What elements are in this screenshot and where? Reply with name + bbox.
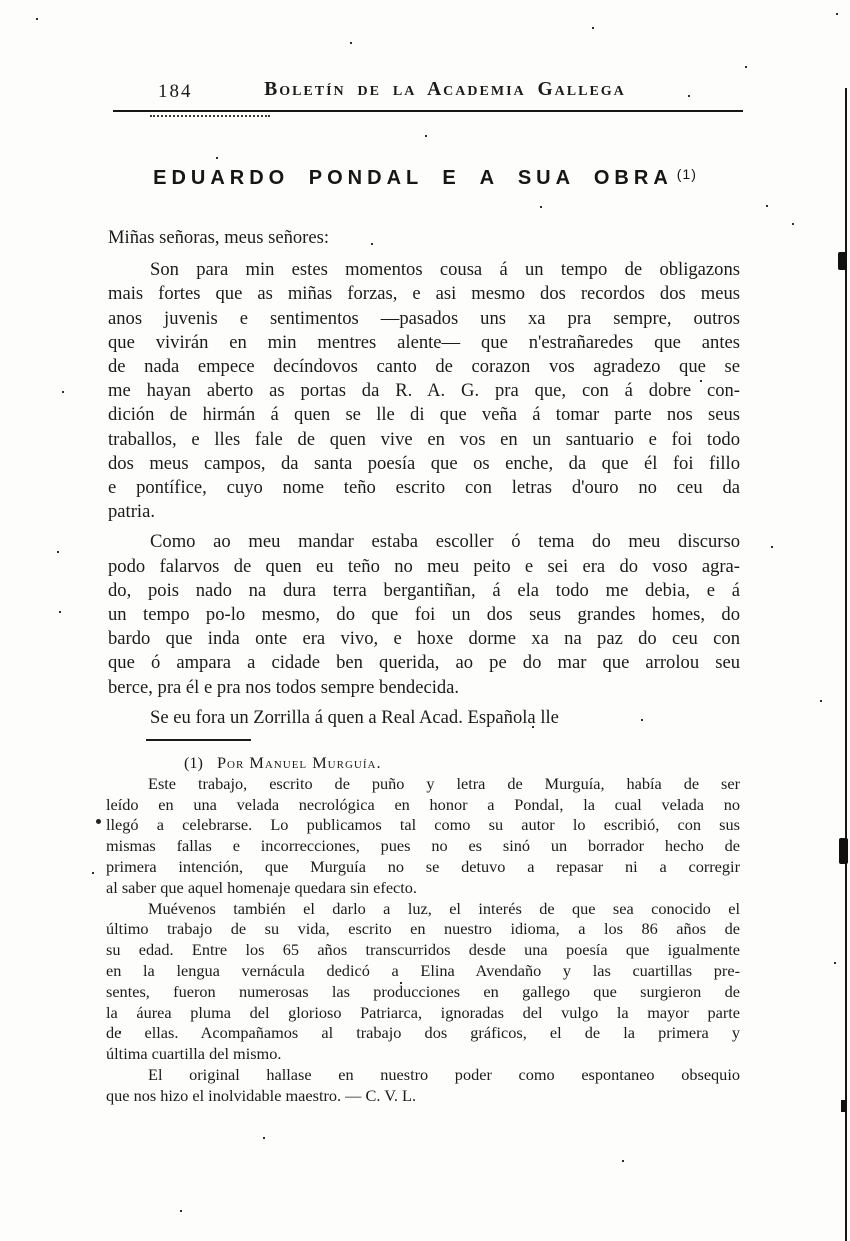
text-line: e pontífice, cuyo nome teño escrito con letras d'ouro no ceu da xyxy=(108,477,740,499)
text-line: do, pois nado na dura terra bergantiñan, á ela todo me debia, e á xyxy=(108,579,740,601)
footnote-number: (1) xyxy=(184,753,203,772)
text-line: El original hallase en nuestro poder como espontaneo obsequio xyxy=(148,1064,740,1084)
text-line: podo falarvos de quen eu teño no meu peito e sei era do voso agra- xyxy=(108,555,740,577)
text-line: en la lengua vernácula dedicó a Elina Avendaño y las cuartillas pre- xyxy=(106,960,740,980)
text-line: berce, pra él e pra nos todos sempre bendecida. xyxy=(108,676,460,698)
text-line: que nos hizo el inolvidable maestro. — C. V. L. xyxy=(106,1085,417,1105)
text-line: Como ao meu mandar estaba escoller ó tema do meu discurso xyxy=(150,531,740,553)
scan-blob-artifact xyxy=(839,838,848,864)
text-line: primera intención, que Murguía no se detuvo a repasar ni a corregir xyxy=(106,856,740,876)
text-line: último trabajo de su vida, escrito en nuestro idioma, a los 86 años de xyxy=(106,919,740,939)
scan-speckles-artifact xyxy=(0,0,2,2)
text-line: mais fortes que as miñas forzas, e asi mesmo dos recordos dos meus xyxy=(108,283,740,305)
footnote-block xyxy=(106,753,740,1107)
text-line: que vivirán en min mentres alente— que n'estrañaredes que antes xyxy=(108,331,740,353)
text-line: dición de hirmán á quen se lle di que veña á tomar parte nos seus xyxy=(108,404,740,426)
footnote-paragraph xyxy=(106,899,740,1065)
text-line: al saber que aquel homenaje quedara sin efecto. xyxy=(106,877,418,897)
article-body xyxy=(108,226,740,736)
text-line: sentes, fueron numerosas las producciones en gallego que surgieron de xyxy=(106,981,740,1001)
text-line: traballos, e lles fale de quen vive en vos en un santuario e foi todo xyxy=(108,428,740,450)
text-line: Muévenos también el darlo a luz, el interés de que sea conocido el xyxy=(148,898,740,918)
footnote-paragraph xyxy=(106,1065,740,1107)
journal-header xyxy=(150,79,740,101)
text-line: anos juvenis e sentimentos —pasados uns xa pra sempre, outros xyxy=(108,307,740,329)
text-line: de ellas. Acompañamos al trabajo dos gráficos, el de la primera y xyxy=(106,1023,740,1043)
scan-blob-artifact xyxy=(838,252,847,270)
footnote-separator-rule xyxy=(146,739,251,741)
page-number: 184 xyxy=(158,81,193,102)
text-line: última cuartilla del mismo. xyxy=(106,1044,282,1064)
paragraph xyxy=(108,530,740,699)
header-rule-dash-artifact xyxy=(150,115,270,117)
text-line: un tempo po-lo mesmo, do que foi un dos seus grandes homes, do xyxy=(108,604,740,626)
paragraph xyxy=(108,258,740,524)
text-line: llegó a celebrarse. Lo publicamos tal como su autor lo escribió, con sus xyxy=(106,815,740,835)
paragraph xyxy=(108,706,740,730)
text-line: que ó ampara a cidade ben querida, ao pe do mar que arrolou seu xyxy=(108,652,740,674)
text-line: Se eu fora un Zorrilla á quen a Real Acad. Española lle xyxy=(150,706,559,728)
margin-dot-artifact xyxy=(96,819,101,824)
text-line: Son para min estes momentos cousa á un tempo de obligazons xyxy=(150,259,740,281)
header-rule xyxy=(113,110,743,112)
text-line: su edad. Entre los 65 años transcurridos desde una poesía que igualmente xyxy=(106,940,740,960)
text-line: la áurea pluma del glorioso Patriarca, ignoradas del vulgo la mayor parte xyxy=(106,1002,740,1022)
footnote-paragraph xyxy=(106,774,740,899)
text-line: me hayan aberto as portas da R. A. G. pra que, con á dobre con- xyxy=(108,380,740,402)
text-line: bardo que inda onte era vivo, e hoxe dorme xa na paz do ceu con xyxy=(108,628,740,650)
salutation-line: Miñas señoras, meus señores: xyxy=(108,227,330,248)
text-line: patria. xyxy=(108,501,155,523)
journal-title: Boletín de la Academia Gallega xyxy=(264,79,626,100)
text-line: leído en una velada necrológica en honor a Pondal, la cual velada no xyxy=(106,794,740,814)
text-line: Este trabajo, escrito de puño y letra de Murguía, había de ser xyxy=(148,773,740,793)
scan-blob-artifact xyxy=(841,1100,846,1112)
text-line: mismas fallas e incorrecciones, pues no es sinó un borrador hecho de xyxy=(106,836,740,856)
text-line: dos meus campos, da santa poesía que os enche, da que él foi fillo xyxy=(108,452,740,474)
text-line: de nada empece decíndovos canto de corazon vos agradezo que se xyxy=(108,356,740,378)
article-title-text: EDUARDO PONDAL E A SUA OBRA xyxy=(153,167,673,189)
footnote-byline xyxy=(106,753,740,774)
footnote-author: Por Manuel Murguía. xyxy=(216,753,382,772)
footnote-reference-mark: (1) xyxy=(676,166,697,182)
article-title xyxy=(108,166,742,190)
